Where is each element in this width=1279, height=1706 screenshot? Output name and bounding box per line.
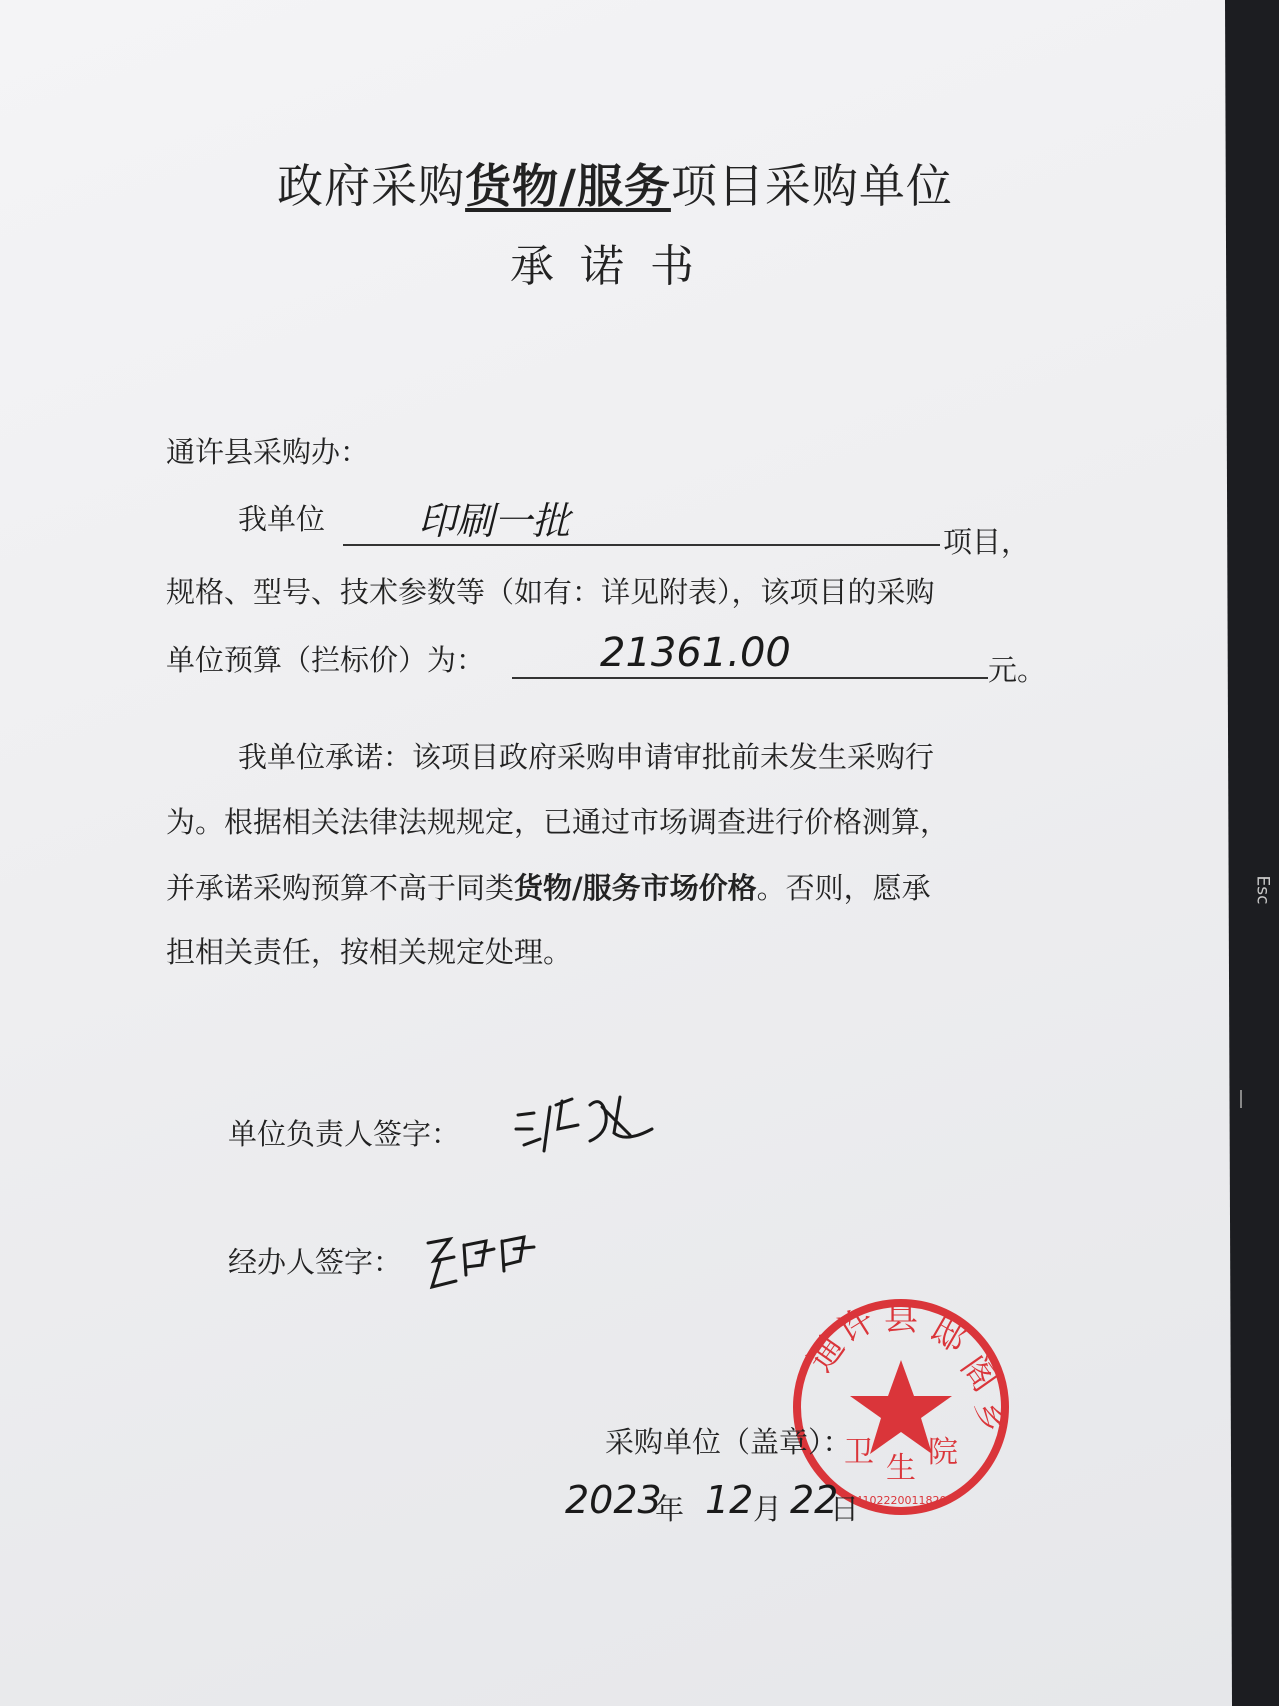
svg-text:生: 生 xyxy=(886,1451,916,1486)
document-title xyxy=(0,150,1230,216)
svg-text:4102220011820: 4102220011820 xyxy=(855,1494,947,1507)
para2-line3-a: 并承诺采购预算不高于同类 xyxy=(166,871,515,905)
budget-blank xyxy=(512,677,988,679)
budget-unit: 元。 xyxy=(988,653,1047,687)
leader-signature-label: 单位负责人签字： xyxy=(228,1117,461,1151)
para2-line2: 为。根据相关法律法规规定，已通过市场调查进行价格测算， xyxy=(166,805,950,839)
svg-text:县: 县 xyxy=(884,1299,918,1339)
svg-text:院: 院 xyxy=(928,1435,958,1470)
date-year: 2023 xyxy=(565,1478,662,1522)
svg-text:邸: 邸 xyxy=(923,1309,973,1361)
para2-line3 xyxy=(166,866,931,907)
handler-signature-label: 经办人签字： xyxy=(228,1245,403,1279)
leader-signature xyxy=(510,1085,670,1165)
para2-line1: 我单位承诺：该项目政府采购申请审批前未发生采购行 xyxy=(238,740,935,774)
title-suffix: 项目采购单位 xyxy=(670,159,953,213)
keyboard-esc-label: Esc xyxy=(1252,875,1273,905)
date-day: 22 xyxy=(790,1478,839,1522)
budget-handwritten: 21361.00 xyxy=(600,630,791,676)
para1-line3-lead: 单位预算（拦标价）为： xyxy=(166,643,486,677)
para2-line3-bold: 货物/服务市场价格 xyxy=(514,871,757,905)
date-day-label: 日 xyxy=(830,1492,860,1526)
project-name-handwritten: 印刷一批 xyxy=(418,499,571,543)
para2-line3-b: 。否则，愿承 xyxy=(756,871,931,905)
para1-line2: 规格、型号、技术参数等（如有：详见附表），该项目的采购 xyxy=(166,575,935,609)
title-underlined: 货物/服务 xyxy=(465,159,671,213)
date-month-label: 月 xyxy=(753,1492,783,1526)
purchasing-unit-label: 采购单位（盖章）： xyxy=(605,1425,852,1459)
svg-text:卫: 卫 xyxy=(844,1435,874,1470)
svg-text:许: 许 xyxy=(831,1299,882,1352)
addressee: 通许县采购办： xyxy=(166,435,370,469)
title-prefix: 政府采购 xyxy=(277,159,466,213)
svg-text:通: 通 xyxy=(800,1328,853,1380)
svg-text:乡: 乡 xyxy=(968,1399,1008,1435)
date-year-label: 年 xyxy=(655,1492,685,1526)
para1-lead: 我单位 xyxy=(238,502,326,536)
handler-signature xyxy=(420,1225,550,1295)
para2-line4: 担相关责任，按相关规定处理。 xyxy=(166,935,573,969)
para1-after-blank: 项目， xyxy=(943,525,1031,559)
keyboard-edge xyxy=(1240,1090,1250,1108)
document-subtitle: 承诺书 xyxy=(510,241,720,292)
svg-text:阁: 阁 xyxy=(952,1348,1005,1400)
date-month: 12 xyxy=(705,1478,754,1522)
